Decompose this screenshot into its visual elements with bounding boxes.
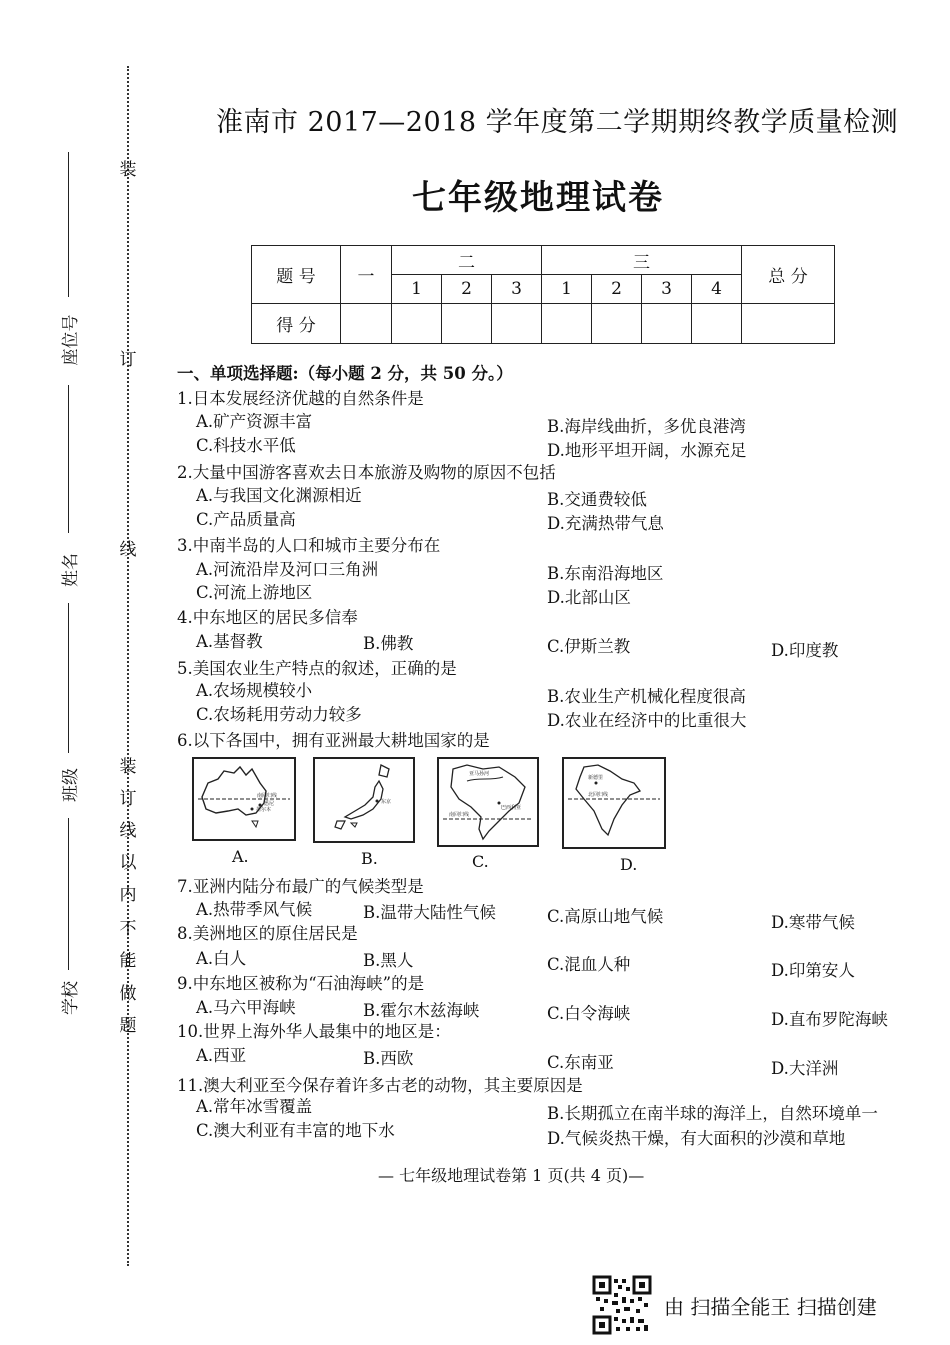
score-cell[interactable]	[492, 304, 542, 344]
option-d: D.直布罗陀海峡	[771, 1010, 888, 1029]
option-c: C.白令海峡	[547, 1004, 631, 1023]
map-label: 北回归线	[588, 792, 609, 798]
option-b: B.长期孤立在南半球的海洋上，自然环境单一	[547, 1104, 878, 1123]
option-a: A.与我国文化渊源相近	[196, 486, 362, 505]
binding-char: 做	[119, 984, 137, 1004]
question-stem: 7.亚洲内陆分布最广的气候类型是	[177, 877, 424, 896]
question-stem: 10.世界上海外华人最集中的地区是：	[177, 1022, 451, 1041]
score-cell[interactable]	[542, 304, 592, 344]
score-cell[interactable]	[642, 304, 692, 344]
section-two-header: 二	[392, 246, 542, 275]
option-d: D.北部山区	[547, 588, 631, 607]
option-b: B.农业生产机械化程度很高	[547, 687, 746, 706]
binding-char: 订	[119, 789, 137, 809]
option-b: B.西欧	[363, 1049, 414, 1068]
score-cell[interactable]	[742, 304, 835, 344]
binding-char: 不	[119, 919, 137, 939]
option-d: D.充满热带气息	[547, 514, 664, 533]
australia-map-drawing	[194, 759, 294, 839]
map-label: 新德里	[588, 775, 604, 781]
map-label: 南回归线	[257, 793, 278, 799]
question-stem: 6.以下各国中，拥有亚洲最大耕地国家的是	[177, 731, 490, 750]
sub-number: 1	[542, 275, 592, 304]
option-c: C.农场耗用劳动力较多	[196, 705, 362, 724]
question-stem: 4.中东地区的居民多信奉	[177, 608, 358, 627]
option-c: C.伊斯兰教	[547, 637, 631, 656]
brazil-map-drawing	[439, 759, 537, 845]
question-stem: 1.日本发展经济优越的自然条件是	[177, 389, 424, 408]
paper-title: 七年级地理试卷	[412, 178, 664, 218]
map-option-b: B.	[361, 849, 378, 868]
binding-char: 能	[119, 951, 137, 971]
option-c: C.科技水平低	[196, 436, 296, 455]
map-option-c: C.	[472, 852, 489, 871]
binding-char: 线	[119, 821, 137, 841]
option-b: B.霍尔木兹海峡	[363, 1001, 480, 1020]
binding-dotted-line	[127, 66, 129, 1266]
question-stem: 2.大量中国游客喜欢去日本旅游及购物的原因不包括	[177, 463, 556, 482]
question-stem: 11.澳大利亚至今保存着许多古老的动物，其主要原因是	[177, 1076, 583, 1095]
option-a: A.农场规模较小	[196, 681, 313, 700]
option-a: A.热带季风气候	[196, 900, 313, 919]
sub-number: 1	[392, 275, 442, 304]
name-label: 姓名	[61, 553, 81, 587]
binding-char: 以	[119, 853, 137, 873]
sub-number: 3	[642, 275, 692, 304]
option-d: D.气候炎热干燥，有大面积的沙漠和草地	[547, 1129, 846, 1148]
score-table	[251, 245, 835, 344]
name-line	[68, 385, 69, 533]
map-india	[562, 757, 666, 849]
option-a: A.河流沿岸及河口三角洲	[196, 560, 379, 579]
exam-title: 淮南市 2017—2018 学年度第二学期期终教学质量检测	[216, 107, 899, 138]
map-label: 南回归线	[449, 812, 470, 818]
map-label: 东京	[381, 799, 392, 805]
question-stem: 8.美洲地区的原住居民是	[177, 924, 358, 943]
qr-code	[592, 1275, 652, 1335]
map-option-a: A.	[232, 847, 249, 866]
seat-number-line	[68, 152, 69, 297]
sub-number: 2	[442, 275, 492, 304]
binding-char: 题	[119, 1016, 137, 1036]
option-c: C.河流上游地区	[196, 583, 313, 602]
map-label: 巴西利亚	[501, 805, 522, 811]
score-cell[interactable]	[442, 304, 492, 344]
total-score-header: 总 分	[742, 246, 835, 304]
option-b: B.温带大陆性气候	[363, 903, 496, 922]
sub-number: 4	[692, 275, 742, 304]
map-label: 墨尔本	[256, 807, 272, 813]
option-d: D.农业在经济中的比重很大	[547, 711, 747, 730]
option-d: D.寒带气候	[771, 913, 855, 932]
binding-char: 订	[119, 350, 137, 370]
option-a: A.基督教	[196, 632, 263, 651]
option-c: C.高原山地气候	[547, 907, 664, 926]
japan-map-drawing	[315, 759, 413, 841]
option-b: B.黑人	[363, 951, 414, 970]
sub-number: 2	[592, 275, 642, 304]
option-c: C.产品质量高	[196, 510, 296, 529]
map-option-d: D.	[620, 855, 638, 874]
map-label: 悉尼	[264, 801, 275, 807]
option-a: A.白人	[196, 949, 247, 968]
option-a: A.矿产资源丰富	[196, 412, 313, 431]
section-three-header: 三	[542, 246, 742, 275]
score-cell[interactable]	[392, 304, 442, 344]
option-c: C.澳大利亚有丰富的地下水	[196, 1121, 395, 1140]
option-a: A.马六甲海峡	[196, 998, 296, 1017]
india-map-drawing	[564, 759, 664, 847]
map-australia	[192, 757, 296, 841]
binding-char: 线	[119, 540, 137, 560]
question-stem: 3.中南半岛的人口和城市主要分布在	[177, 536, 441, 555]
option-b: B.东南沿海地区	[547, 564, 664, 583]
sub-number: 3	[492, 275, 542, 304]
option-d: D.地形平坦开阔，水源充足	[547, 441, 747, 460]
option-d: D.大洋洲	[771, 1059, 839, 1078]
binding-char: 内	[119, 885, 137, 905]
class-label: 班级	[61, 768, 81, 802]
school-line	[68, 818, 69, 970]
map-japan	[313, 757, 415, 843]
seat-number-label: 座位号	[61, 314, 81, 366]
option-c: C.东南亚	[547, 1053, 614, 1072]
option-a: A.常年冰雪覆盖	[196, 1097, 313, 1116]
question-stem: 9.中东地区被称为“石油海峡”的是	[177, 974, 425, 993]
class-line	[68, 603, 69, 753]
option-d: D.印度教	[771, 641, 839, 660]
map-brazil	[437, 757, 539, 847]
option-d: D.印第安人	[771, 961, 855, 980]
option-b: B.佛教	[363, 634, 414, 653]
binding-char: 装	[119, 160, 137, 180]
qr-code-icon	[592, 1275, 652, 1335]
scanner-watermark: 由 扫描全能王 扫描创建	[664, 1295, 877, 1319]
question-number-header: 题 号	[252, 246, 341, 304]
score-row-label: 得 分	[252, 304, 341, 344]
score-cell[interactable]	[341, 304, 392, 344]
score-cell[interactable]	[592, 304, 642, 344]
option-b: B.交通费较低	[547, 490, 647, 509]
section-one-header: 一	[341, 246, 392, 304]
page-footer: — 七年级地理试卷第 1 页(共 4 页)—	[378, 1166, 645, 1185]
school-label: 学校	[61, 981, 81, 1015]
map-label: 亚马孙河	[469, 771, 490, 777]
question-stem: 5.美国农业生产特点的叙述，正确的是	[177, 659, 457, 678]
option-c: C.混血人种	[547, 955, 631, 974]
option-b: B.海岸线曲折，多优良港湾	[547, 417, 746, 436]
score-cell[interactable]	[692, 304, 742, 344]
binding-char: 装	[119, 757, 137, 777]
section-heading: 一、单项选择题:（每小题 2 分，共 50 分。）	[177, 364, 513, 383]
option-a: A.西亚	[196, 1046, 247, 1065]
